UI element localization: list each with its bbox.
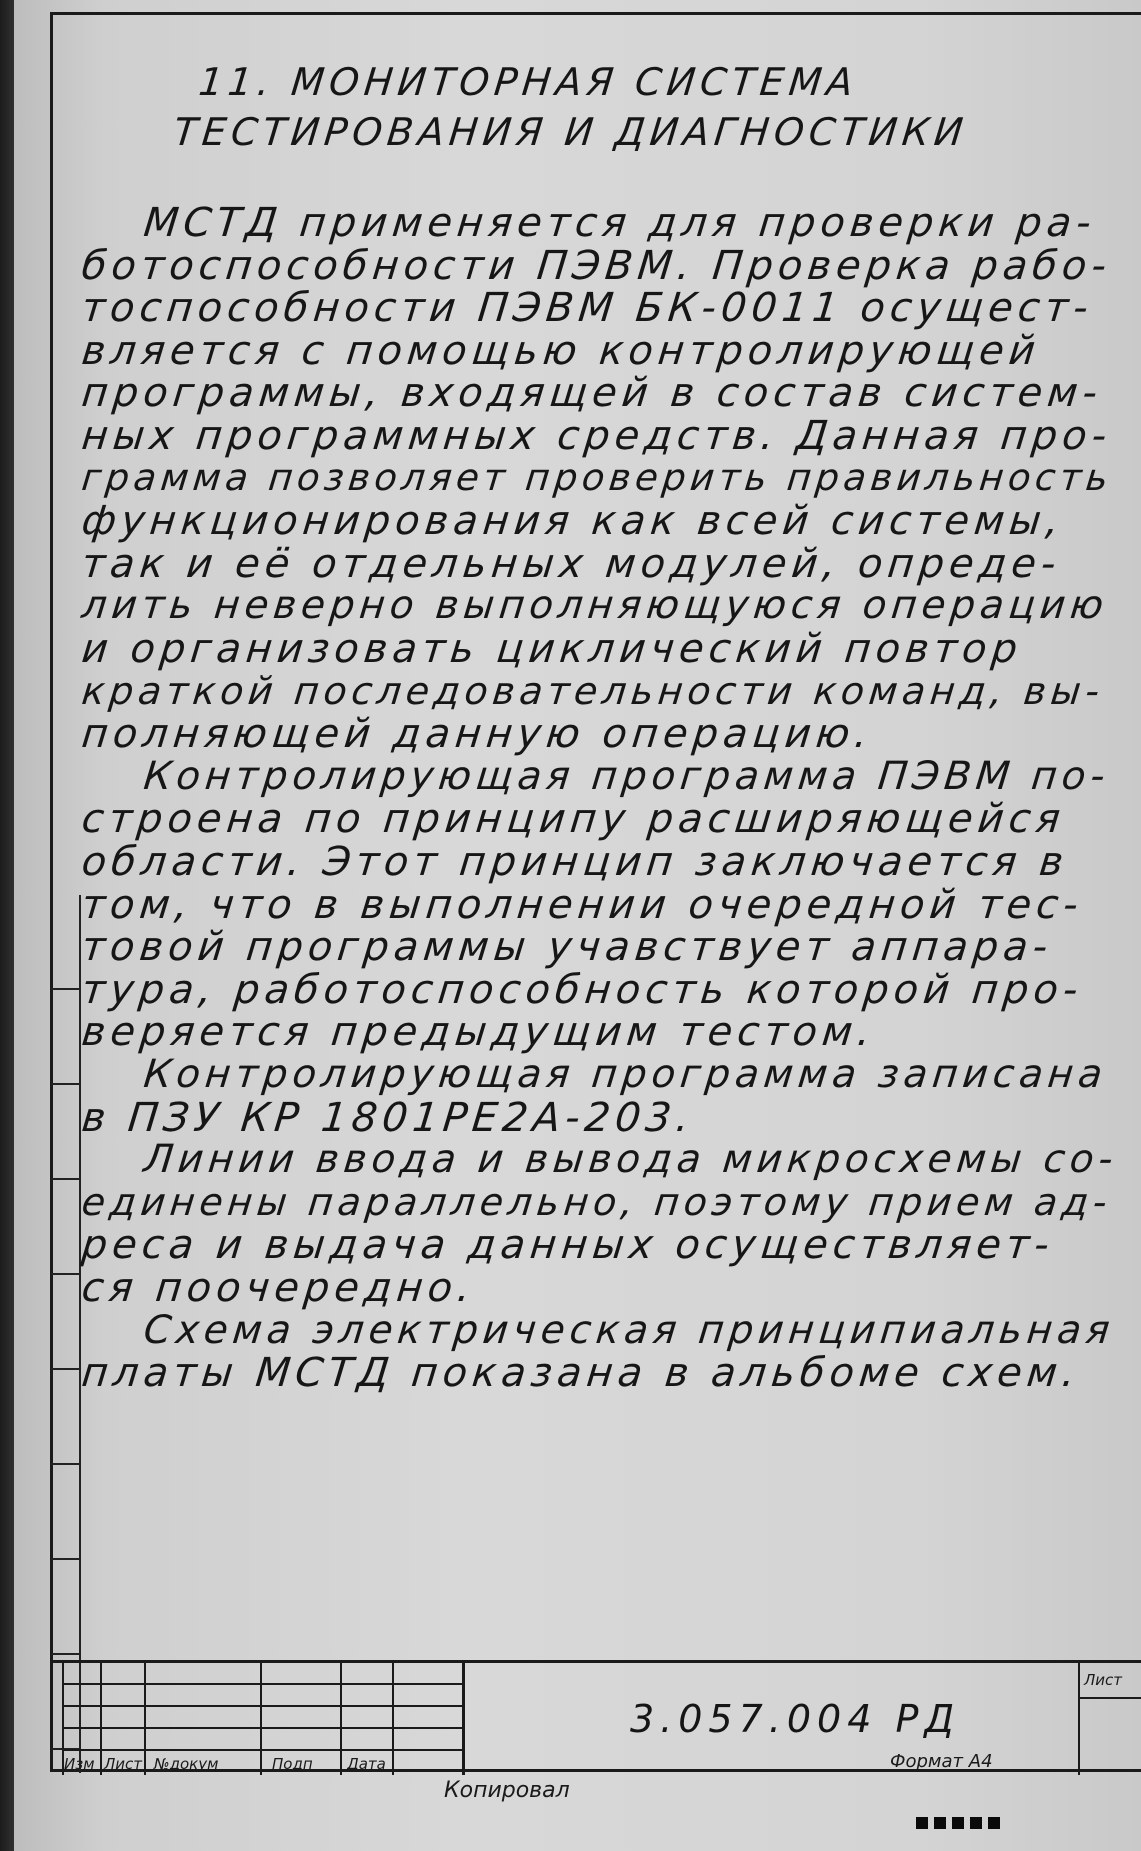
col-ndoc-label: №докум <box>154 1755 219 1773</box>
text-line: тоспособности ПЭВМ БК-0011 осущест- <box>79 285 1096 332</box>
text-line: том, что в выполнении очередной тес- <box>79 881 1086 928</box>
text-line: в ПЗУ КР 1801РЕ2А-203. <box>79 1094 697 1141</box>
text-line: и организовать циклический повтор <box>79 626 1025 672</box>
text-line: области. Этот принцип заключается в <box>79 839 1071 885</box>
heading-line-1: 11. МОНИТОРНАЯ СИСТЕМА <box>196 60 861 104</box>
text-line: веряется предыдущим тестом. <box>79 1009 878 1056</box>
corner-dots <box>916 1814 1056 1838</box>
text-line: полняющей данную операцию. <box>79 711 875 758</box>
text-line: краткой последовательности команд, вы- <box>79 668 1107 713</box>
side-stamp-boxes <box>51 895 81 1773</box>
text-line: так и её отдельных модулей, опреде- <box>79 540 1063 587</box>
col-data-label: Дата <box>347 1755 386 1773</box>
text-line: Схема электрическая принципиальная <box>141 1307 1117 1353</box>
title-block <box>50 1660 1141 1775</box>
document-sheet <box>14 0 1141 1851</box>
copied-by-label: Копировал <box>444 1778 570 1803</box>
text-line: Контролирующая программа записана <box>141 1052 1110 1097</box>
col-izm-label: Изм <box>64 1755 95 1773</box>
text-line: Контролирующая программа ПЭВМ по- <box>141 753 1112 799</box>
text-line: тура, работоспособность которой про- <box>79 966 1085 1013</box>
text-line: грамма позволяет проверить правильность <box>79 455 1115 499</box>
text-line: Линии ввода и вывода микросхемы со- <box>141 1137 1120 1183</box>
text-line: платы МСТД показана в альбоме схем. <box>79 1350 1083 1397</box>
col-podp-label: Подп <box>272 1755 313 1773</box>
format-label: Формат А4 <box>890 1751 993 1772</box>
text-line: ботоспособности ПЭВМ. Проверка рабо- <box>79 242 1114 289</box>
text-line: ных программных средств. Данная про- <box>79 413 1114 459</box>
text-line: лить неверно выполняющуюся операцию <box>79 583 1111 629</box>
text-line: вляется с помощью контролирующей <box>79 327 1043 374</box>
revision-grid <box>62 1663 462 1775</box>
text-line: функционирования как всей системы, <box>79 498 1067 545</box>
col-list-label: Лист <box>104 1755 143 1773</box>
text-line: ся поочередно. <box>79 1265 478 1311</box>
document-code: 3.057.004 РД <box>630 1697 961 1741</box>
text-line: программы, входящей в состав систем- <box>79 370 1105 417</box>
text-line: реса и выдача данных осуществляет- <box>79 1222 1057 1269</box>
text-line: единены параллельно, поэтому прием ад- <box>79 1179 1114 1224</box>
text-line: МСТД применяется для проверки ра- <box>141 200 1099 246</box>
text-line: товой программы учавствует аппара- <box>79 924 1055 971</box>
text-line: строена по принципу расширяющейся <box>79 796 1068 843</box>
heading-line-2: ТЕСТИРОВАНИЯ И ДИАГНОСТИКИ <box>171 110 970 154</box>
sheet-label: Лист <box>1084 1671 1123 1689</box>
